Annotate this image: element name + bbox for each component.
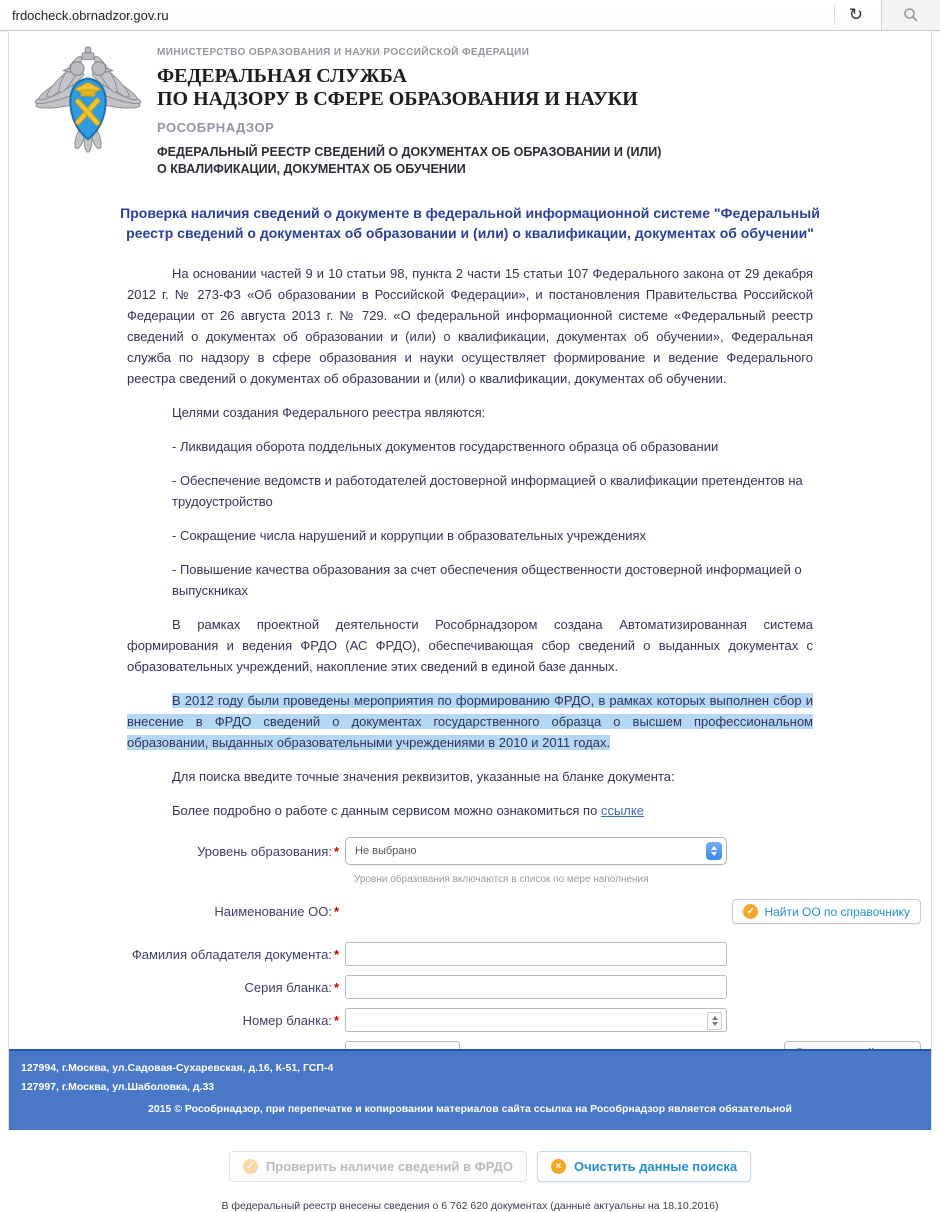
surname-input[interactable] xyxy=(345,942,727,966)
required-marker: * xyxy=(333,1012,339,1028)
ministry-caption: МИНИСТЕРСТВО ОБРАЗОВАНИЯ И НАУКИ РОССИЙСКОЙ ФЕДЕРАЦИИ xyxy=(157,47,530,58)
oo-name-label: Наименование ОО: * xyxy=(214,904,339,919)
education-level-helper: Уровни образования включаются в список по мере наполнения xyxy=(354,874,649,885)
registry-count-info: В федеральный реестр внесены сведения о 6 762 620 документах (данные актуальны на 18.10.2016) xyxy=(221,1200,719,1212)
footer-address-1: 127994, г.Москва, ул.Садовая-Сухаревская, д.16, К-51, ГСП-4 xyxy=(21,1062,334,1074)
clear-search-button[interactable]: × Очистить данные поиска xyxy=(537,1151,751,1182)
goal-item: - Ликвидация оборота поддельных документов государственного образца об образовании xyxy=(172,439,719,454)
chrome-separator xyxy=(834,5,835,25)
more-info-text: Более подробно о работе с данным сервисом можно ознакомиться по xyxy=(172,803,598,818)
check-circle-icon: ✓ xyxy=(243,1159,258,1174)
intro-text xyxy=(127,263,813,821)
series-input[interactable] xyxy=(345,975,727,999)
search-hint-paragraph: Для поиска введите точные значения реквизитов, указанные на бланке документа: xyxy=(172,769,675,784)
site-footer xyxy=(9,1049,931,1130)
service-name-line2: ПО НАДЗОРУ В СФЕРЕ ОБРАЗОВАНИЯ И НАУКИ xyxy=(157,88,638,110)
required-marker: * xyxy=(333,904,339,919)
service-name-line1: ФЕДЕРАЛЬНАЯ СЛУЖБА xyxy=(157,65,407,87)
goal-item: - Обеспечение ведомств и работодателей достоверной информацией о квалификации претендентов на трудоустройство xyxy=(172,473,803,509)
education-level-select[interactable] xyxy=(345,837,727,865)
oo-name-row xyxy=(9,899,921,924)
education-level-label: Уровень образования: * xyxy=(197,843,339,859)
goal-item: - Повышение качества образования за счет обеспечения общественности достоверной информацией о выпускниках xyxy=(172,562,802,598)
number-row xyxy=(9,1008,921,1032)
search-icon xyxy=(903,7,919,23)
highlighted-paragraph xyxy=(127,690,813,753)
service-short-name: РОСОБРНАДЗОР xyxy=(157,120,275,135)
education-level-value: Не выбрано xyxy=(355,845,417,857)
reload-icon[interactable]: ↻ xyxy=(848,5,863,24)
legal-paragraph: На основании частей 9 и 10 статьи 98, пункта 2 части 15 статьи 107 Федерального закона от 29 декабря 2012 г. № 273-ФЗ «Об образовании в Российской Федерации», и постановления Правительства Российской Федерации от 26 августа 2013 г. № 729. «О федеральной информационной системе «Федеральный реестр сведений о документах об образовании и (или) о квалификации, документах об обучении», Федеральная служба по надзору в сфере образования и науки осуществляет формирование и ведение Федерального реестра сведений о документах об образовании и (или) о квалификации, документах об обучении. xyxy=(127,266,813,386)
site-header xyxy=(9,31,931,183)
number-label: Номер бланка: * xyxy=(242,1012,339,1028)
required-marker: * xyxy=(333,843,339,859)
number-spinner-icon[interactable] xyxy=(707,1012,722,1030)
clear-circle-icon: × xyxy=(551,1159,566,1174)
service-name xyxy=(157,65,931,111)
page-container xyxy=(8,31,932,1212)
highlighted-text: В 2012 году были проведены мероприятия по формированию ФРДО, в рамках которых выполнен сбор и внесение в ФРДО сведений о документах государственного образца о высшем профессиональном образовании, выданных образовательными учреждениями в 2010 и 2011 годах. xyxy=(127,693,813,750)
required-marker: * xyxy=(333,946,339,962)
series-label: Серия бланка: * xyxy=(244,979,339,995)
surname-label: Фамилия обладателя документа: * xyxy=(131,946,339,962)
url-bar[interactable]: frdocheck.obrnadzor.gov.ru xyxy=(12,7,169,23)
education-level-row xyxy=(9,837,921,865)
asfrdo-paragraph: В рамках проектной деятельности Рособрнадзором создана Автоматизированная система формирования и ведения ФРДО (АС ФРДО), обеспечивающая сбор сведений о выданных документах с образовательных учреждений, накопление этих сведений в единой базе данных. xyxy=(127,617,813,674)
goal-item: - Сокращение числа нарушений и коррупции в образовательных учреждениях xyxy=(172,528,647,543)
surname-row xyxy=(9,942,921,966)
browser-search-area[interactable] xyxy=(881,0,940,30)
number-input[interactable] xyxy=(345,1008,727,1032)
form-actions xyxy=(9,1151,931,1182)
goals-intro: Целями создания Федерального реестра являются: xyxy=(172,405,486,420)
registry-name xyxy=(157,144,931,178)
browser-bar xyxy=(0,0,940,31)
check-frdo-button[interactable]: ✓ Проверить наличие сведений в ФРДО xyxy=(229,1151,527,1182)
footer-address-2: 127997, г.Москва, ул.Шаболовка, д.33 xyxy=(21,1081,215,1093)
registry-name-line1: ФЕДЕРАЛЬНЫЙ РЕЕСТР СВЕДЕНИЙ О ДОКУМЕНТАХ ОБ ОБРАЗОВАНИИ И (ИЛИ) xyxy=(157,145,662,159)
registry-name-line2: О КВАЛИФИКАЦИИ, ДОКУМЕНТАХ ОБ ОБУЧЕНИИ xyxy=(157,162,466,176)
rosobrnadzor-emblem xyxy=(29,41,147,159)
series-row xyxy=(9,975,921,999)
required-marker: * xyxy=(333,979,339,995)
dropdown-stepper-icon xyxy=(706,842,722,860)
more-info-paragraph xyxy=(127,800,813,821)
search-form xyxy=(9,837,931,1212)
find-oo-icon: ✓ xyxy=(743,904,758,919)
find-oo-button[interactable]: ✓ Найти ОО по справочнику xyxy=(732,899,921,924)
page-title: Проверка наличия сведений о документе в федеральной информационной системе "Федеральный реестр сведений о документах об образовании и (или) о квалификации, документах об обучении" xyxy=(120,205,820,241)
more-info-link[interactable]: ссылке xyxy=(600,803,644,818)
footer-copyright: 2015 © Рособрнадзор, при перепечатке и копировании материалов сайта ссылка на Рособрнадзор является обязательной xyxy=(148,1103,792,1115)
